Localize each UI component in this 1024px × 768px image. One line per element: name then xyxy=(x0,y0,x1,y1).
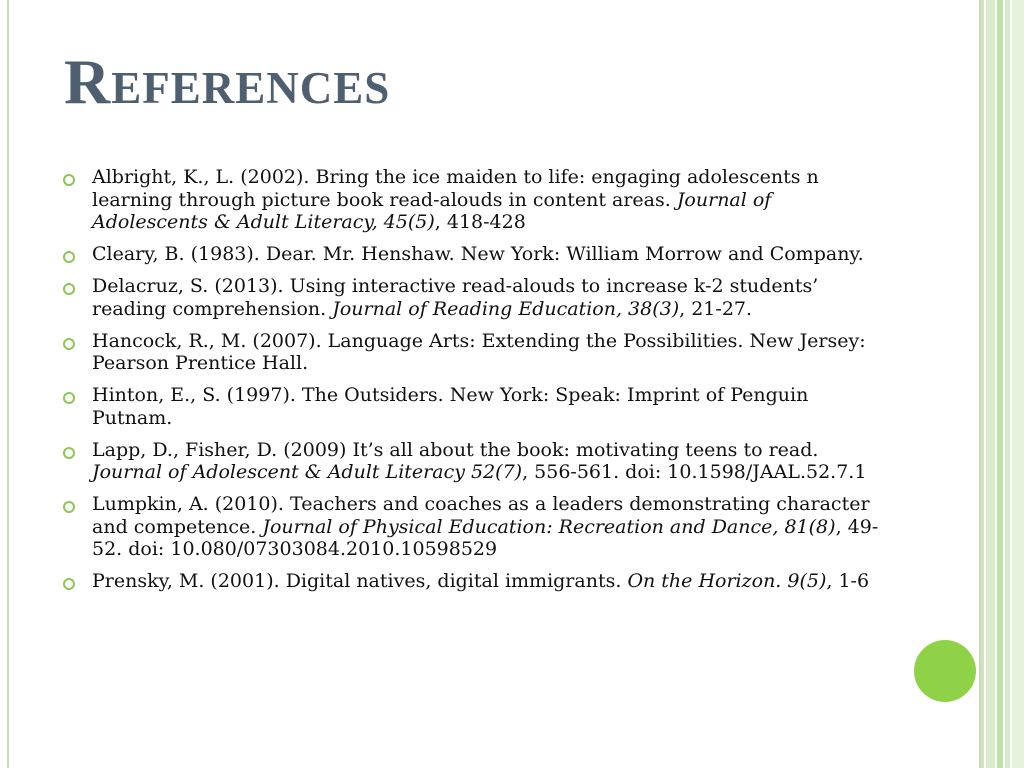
reference-italic-source: Journal of Adolescents & Adult Literacy, 45(5) xyxy=(92,188,772,233)
decorative-side-stripes xyxy=(981,0,1024,768)
reference-trailing-text: , 1-6 xyxy=(826,570,870,592)
bullet-icon xyxy=(63,338,75,350)
reference-trailing-text: , 21-27. xyxy=(679,297,753,320)
reference-list xyxy=(62,166,892,602)
reference-main-text: Albright, K., L. (2002). Bring the ice maiden to life: engaging adolescents n learning through picture book read-alouds in content areas. xyxy=(92,166,819,211)
stripe xyxy=(981,0,984,768)
reference-main-text: Lumpkin, A. (2010). Teachers and coaches as a leaders demonstrating character and competence. xyxy=(92,493,870,538)
bullet-icon xyxy=(63,174,75,186)
slide-title: References xyxy=(64,46,391,117)
reference-trailing-text: , 418-428 xyxy=(434,211,526,233)
reference-item xyxy=(62,384,892,429)
reference-text xyxy=(92,243,864,265)
stripe xyxy=(1005,0,1010,768)
bullet-icon xyxy=(63,501,75,513)
reference-main-text: Hancock, R., M. (2007). Language Arts: Extending the Possibilities. New Jersey: Pearson Prentice Hall. xyxy=(92,329,866,374)
reference-item xyxy=(62,330,892,375)
stripe xyxy=(986,0,995,768)
reference-trailing-text: , 49-52. doi: 10.080/07303084.2010.10598529 xyxy=(92,515,879,560)
reference-text xyxy=(92,493,878,560)
reference-italic-source: Journal of Reading Education, 38(3) xyxy=(332,297,680,320)
bullet-icon xyxy=(63,251,75,263)
bullet-icon xyxy=(63,447,75,459)
reference-item xyxy=(62,439,892,484)
reference-italic-source: Journal of Adolescent & Adult Literacy 52(7) xyxy=(92,461,523,483)
reference-item xyxy=(62,570,892,593)
reference-text xyxy=(92,275,818,320)
reference-text xyxy=(92,330,866,375)
reference-text xyxy=(92,570,869,592)
reference-text xyxy=(92,439,866,484)
bullet-icon xyxy=(63,283,75,295)
bullet-icon xyxy=(63,578,75,590)
reference-text xyxy=(92,384,808,429)
bullet-icon xyxy=(63,392,75,404)
decorative-green-circle xyxy=(914,640,976,702)
reference-main-text: Cleary, B. (1983). Dear. Mr. Henshaw. New York: William Morrow and Company. xyxy=(92,243,864,265)
reference-text xyxy=(92,166,819,233)
reference-main-text: Hinton, E., S. (1997). The Outsiders. New York: Speak: Imprint of Penguin Putnam. xyxy=(92,384,809,429)
reference-item xyxy=(62,166,892,234)
stripe xyxy=(997,0,1003,768)
reference-item xyxy=(62,493,892,561)
reference-italic-source: On the Horizon. 9(5) xyxy=(627,570,827,592)
reference-main-text: Prensky, M. (2001). Digital natives, digital immigrants. xyxy=(92,570,628,592)
reference-italic-source: Journal of Physical Education: Recreation and Dance, 81(8) xyxy=(262,515,836,538)
stripe xyxy=(1012,0,1024,768)
reference-item xyxy=(62,275,892,320)
reference-item xyxy=(62,243,892,266)
reference-trailing-text: , 556-561. doi: 10.1598/JAAL.52.7.1 xyxy=(522,461,867,483)
reference-main-text: Lapp, D., Fisher, D. (2009) It’s all about the book: motivating teens to read. xyxy=(92,438,819,461)
reference-main-text: Delacruz, S. (2013). Using interactive read-alouds to increase k-2 students’ reading comprehension. xyxy=(92,275,819,320)
